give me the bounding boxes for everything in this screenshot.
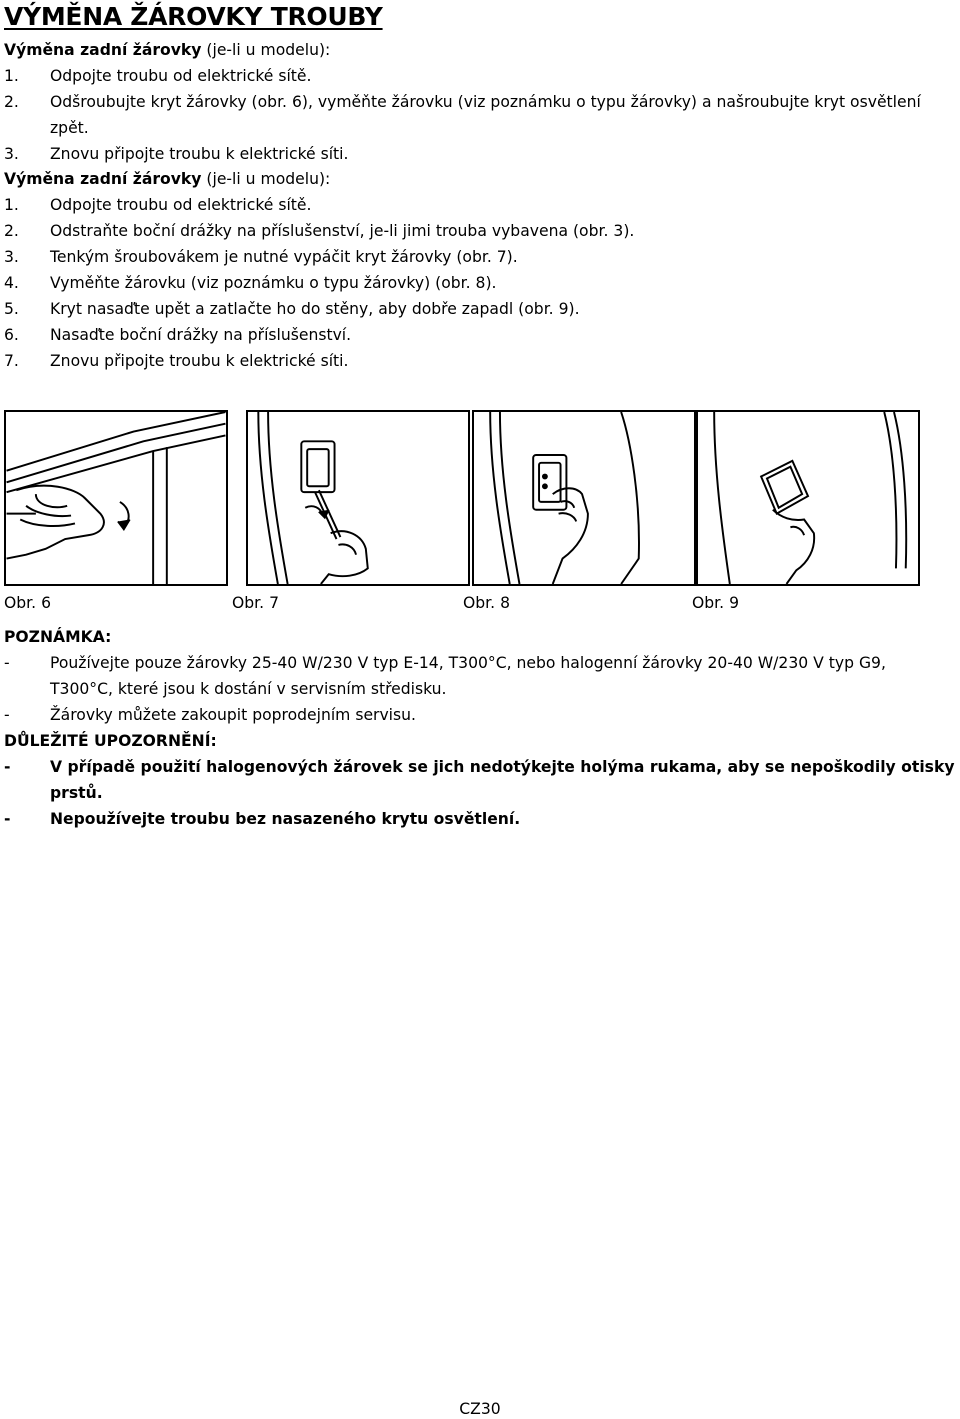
step-item — [4, 218, 960, 244]
warning-item — [4, 754, 960, 806]
step-number: 5. — [4, 300, 19, 318]
page-title: VÝMĚNA ŽÁROVKY TROUBY — [4, 2, 383, 31]
note-heading: POZNÁMKA: — [4, 628, 112, 646]
step-item — [4, 63, 960, 89]
step-text: Kryt nasaďte upět a zatlačte ho do stěny, aby dobře zapadl (obr. 9). — [50, 300, 580, 318]
warning-text: V případě použití halogenových žárovek se jich nedotýkejte holýma rukama, aby se nepoškodily otisky prstů. — [50, 758, 955, 802]
warning-text: Nepoužívejte troubu bez nasazeného krytu osvětlení. — [50, 810, 521, 828]
warning-section — [4, 728, 960, 832]
step-number: 1. — [4, 196, 19, 214]
figure-caption: Obr. 9 — [692, 594, 739, 612]
section-heading — [4, 166, 960, 192]
note-item — [4, 650, 949, 702]
step-item — [4, 89, 949, 141]
step-number: 3. — [4, 248, 19, 266]
figure-caption: Obr. 6 — [4, 594, 51, 612]
step-item — [4, 348, 960, 374]
step-item — [4, 296, 960, 322]
step-number: 6. — [4, 326, 19, 344]
note-section — [4, 624, 960, 728]
warning-heading: DŮLEŽITÉ UPOZORNĚNÍ: — [4, 732, 217, 750]
note-item — [4, 702, 960, 728]
step-text: Znovu připojte troubu k elektrické síti. — [50, 352, 349, 370]
step-text: Nasaďte boční drážky na příslušenství. — [50, 326, 352, 344]
section-rear-bulb-2 — [4, 166, 960, 374]
note-text: Používejte pouze žárovky 25-40 W/230 V typ E-14, T300°C, nebo halogenní žárovky 20-40 W/230 V typ G9, T300°C, které jsou k dostání v servisním středisku. — [50, 654, 886, 698]
step-item — [4, 192, 960, 218]
step-item — [4, 322, 960, 348]
step-text: Znovu připojte troubu k elektrické síti. — [50, 145, 349, 163]
step-number: 2. — [4, 93, 19, 111]
step-number: 7. — [4, 352, 19, 370]
bullet-dash: - — [4, 654, 10, 672]
step-number: 1. — [4, 67, 19, 85]
step-text: Tenkým šroubovákem je nutné vypáčit kryt žárovky (obr. 7). — [50, 248, 518, 266]
screwdriver-pry-cover-icon — [246, 410, 470, 586]
section-heading — [4, 37, 960, 63]
bulb-replacement-icon — [472, 410, 696, 586]
section-rear-bulb-1 — [4, 37, 960, 167]
bullet-dash: - — [4, 758, 11, 776]
step-text: Odšroubujte kryt žárovky (obr. 6), vyměňte žárovku (viz poznámku o typu žárovky) a našroubujte kryt osvětlení zpět. — [50, 93, 921, 137]
step-text: Odpojte troubu od elektrické sítě. — [50, 67, 312, 85]
step-item — [4, 141, 960, 167]
page-number: CZ30 — [459, 1400, 501, 1418]
note-text: Žárovky můžete zakoupit poprodejním servisu. — [50, 706, 416, 724]
section-heading-rest: (je-li u modelu): — [201, 170, 331, 188]
section-heading-bold: Výměna zadní žárovky — [4, 170, 202, 188]
step-item — [4, 270, 960, 296]
step-number: 2. — [4, 222, 19, 240]
figure-caption: Obr. 8 — [463, 594, 510, 612]
figure-caption: Obr. 7 — [232, 594, 279, 612]
step-text: Vyměňte žárovku (viz poznámku o typu žárovky) (obr. 8). — [50, 274, 497, 292]
bullet-dash: - — [4, 810, 11, 828]
section-heading-rest: (je-li u modelu): — [201, 41, 331, 59]
bullet-dash: - — [4, 706, 10, 724]
step-number: 4. — [4, 274, 19, 292]
oven-lamp-cover-unscrew-icon — [4, 410, 228, 586]
step-item — [4, 244, 960, 270]
step-text: Odpojte troubu od elektrické sítě. — [50, 196, 312, 214]
warning-item — [4, 806, 960, 832]
cover-refit-icon — [696, 410, 920, 586]
figure-row — [4, 410, 960, 590]
step-text: Odstraňte boční drážky na příslušenství, je-li jimi trouba vybavena (obr. 3). — [50, 222, 635, 240]
section-heading-bold: Výměna zadní žárovky — [4, 41, 202, 59]
step-number: 3. — [4, 145, 19, 163]
